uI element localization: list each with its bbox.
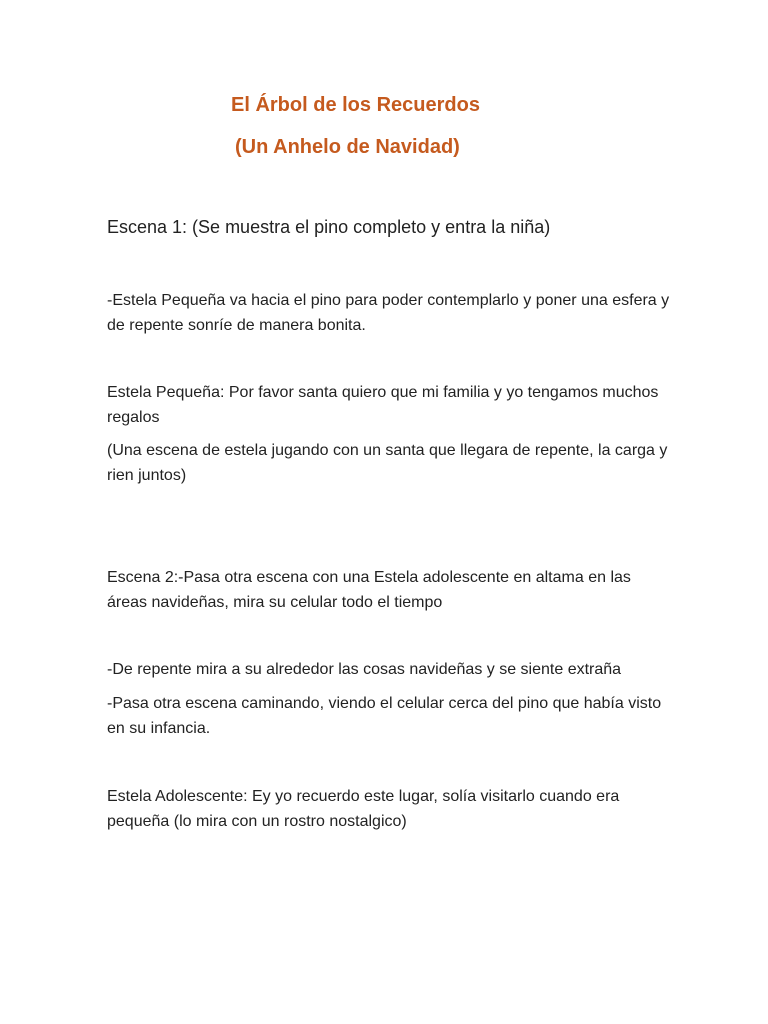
dialogue-estela-adolescente: Estela Adolescente: Ey yo recuerdo este lugar, solía visitarlo cuando era pequeña (lo mira con un rostro nostalgico) [107, 788, 620, 830]
document-title: El Árbol de los Recuerdos [231, 94, 480, 116]
scene-2-heading: Escena 2:-Pasa otra escena con una Estela adolescente en altama en las áreas navideñas, mira su celular todo el tiempo [107, 569, 631, 611]
paragraph-escena-santa: (Una escena de estela jugando con un santa que llegara de repente, la carga y rien juntos) [107, 442, 668, 484]
paragraph-alrededor: -De repente mira a su alrededor las cosas navideñas y se siente extraña [107, 661, 622, 678]
dialogue-estela-pequena: Estela Pequeña: Por favor santa quiero que mi familia y yo tengamos muchos regalos [107, 384, 659, 426]
scene-1-heading: Escena 1: (Se muestra el pino completo y entra la niña) [107, 217, 551, 237]
paragraph-caminando: -Pasa otra escena caminando, viendo el celular cerca del pino que había visto en su infancia. [107, 695, 662, 737]
paragraph-estela-pino: -Estela Pequeña va hacia el pino para poder contemplarlo y poner una esfera y de repente sonríe de manera bonita. [107, 292, 670, 334]
document-subtitle: (Un Anhelo de Navidad) [235, 136, 460, 158]
